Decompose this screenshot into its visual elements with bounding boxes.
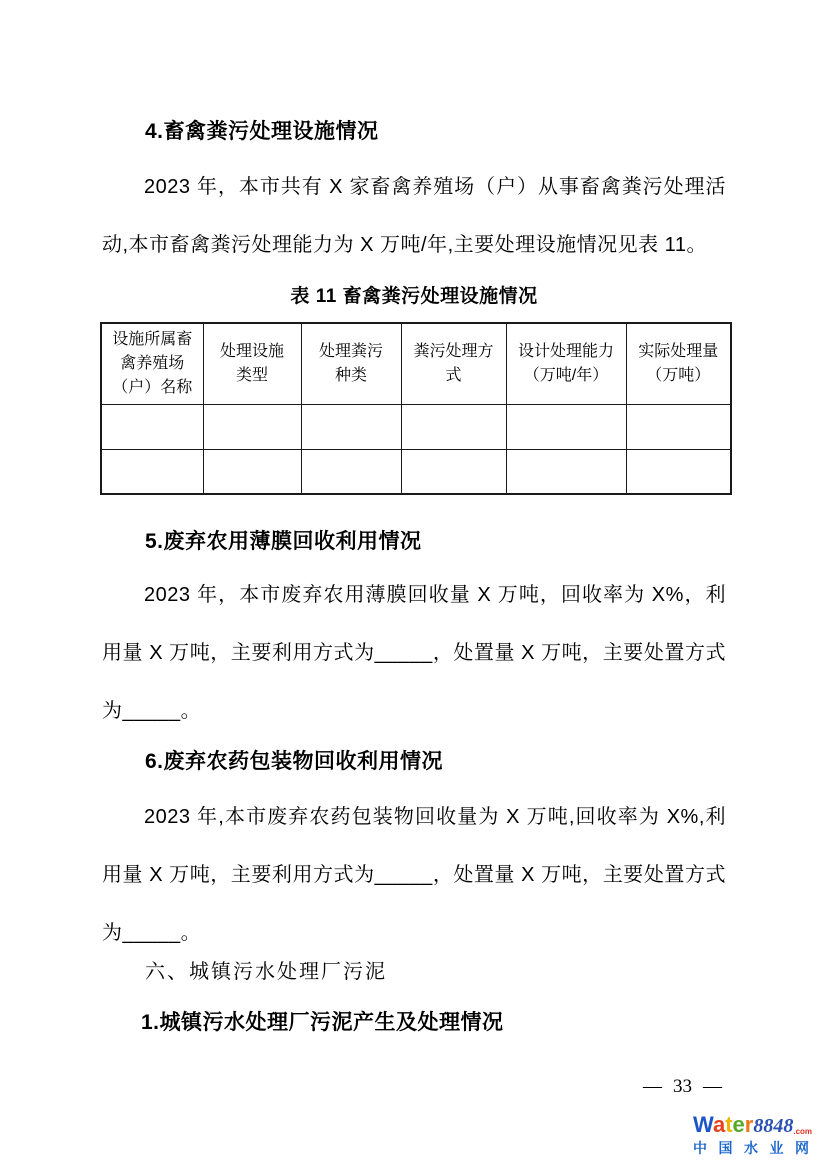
table-cell xyxy=(506,450,626,494)
table-header-cell: 实际处理量（万吨） xyxy=(626,323,731,405)
section-6-heading: 6.废弃农药包装物回收利用情况 xyxy=(145,750,444,773)
page-number xyxy=(632,1076,733,1098)
wm-letter: a xyxy=(712,1112,726,1137)
water8848-logo xyxy=(693,1114,823,1155)
table-row xyxy=(101,405,731,450)
table-cell xyxy=(626,405,731,450)
table-cell xyxy=(626,450,731,494)
table-cell xyxy=(401,450,506,494)
table-header-cell: 设计处理能力（万吨/年） xyxy=(506,323,626,405)
table-cell xyxy=(101,450,203,494)
section-4-heading: 4.畜禽粪污处理设施情况 xyxy=(145,120,379,143)
section-six-label: 六、城镇污水处理厂污泥 xyxy=(145,961,387,983)
table-cell xyxy=(506,405,626,450)
wm-domain: .com xyxy=(793,1127,813,1136)
water8848-wordmark xyxy=(693,1114,823,1138)
wm-letter: e xyxy=(732,1112,745,1137)
wm-letter: W xyxy=(693,1112,713,1137)
table-cell xyxy=(203,405,301,450)
sludge-section-heading: 1.城镇污水处理厂污泥产生及处理情况 xyxy=(141,1011,504,1034)
section-5-paragraph: 2023 年，本市废弃农用薄膜回收量 X 万吨，回收率为 X%，利用量 X 万吨，主要利用方式为_____，处置量 X 万吨，主要处置方式为_____。 xyxy=(102,584,726,722)
section-5-heading: 5.废弃农用薄膜回收利用情况 xyxy=(145,530,422,553)
wm-subtitle: 中国水业网 xyxy=(693,1140,821,1156)
table-header-cell: 处理设施类型 xyxy=(203,323,301,405)
table-row xyxy=(101,450,731,494)
table-cell xyxy=(101,405,203,450)
wm-letter: r xyxy=(744,1112,754,1137)
table-cell xyxy=(401,405,506,450)
section-6-paragraph: 2023 年,本市废弃农药包装物回收量为 X 万吨,回收率为 X%,利用量 X 万吨，主要利用方式为_____，处置量 X 万吨，主要处置方式为_____。 xyxy=(102,806,726,944)
table-cell xyxy=(301,405,401,450)
table-header-cell: 粪污处理方式 xyxy=(401,323,506,405)
table-cell xyxy=(301,450,401,494)
table-11-caption: 表 11 畜禽粪污处理设施情况 xyxy=(290,286,538,307)
page-number-dash-left: — xyxy=(643,1076,662,1097)
page-number-dash-right: — xyxy=(703,1076,722,1097)
table-header-cell: 设施所属畜禽养殖场（户）名称 xyxy=(101,323,203,405)
page-number-value: 33 xyxy=(673,1076,692,1097)
table-header-cell: 处理粪污种类 xyxy=(301,323,401,405)
wm-letter: t xyxy=(725,1112,733,1137)
table-header-row xyxy=(101,323,731,405)
wm-number: 8848 xyxy=(753,1115,794,1137)
table-cell xyxy=(203,450,301,494)
facility-table xyxy=(100,322,732,495)
section-4-paragraph: 2023 年，本市共有 X 家畜禽养殖场（户）从事畜禽粪污处理活动,本市畜禽粪污处理能力为 X 万吨/年,主要处理设施情况见表 11。 xyxy=(102,176,726,256)
